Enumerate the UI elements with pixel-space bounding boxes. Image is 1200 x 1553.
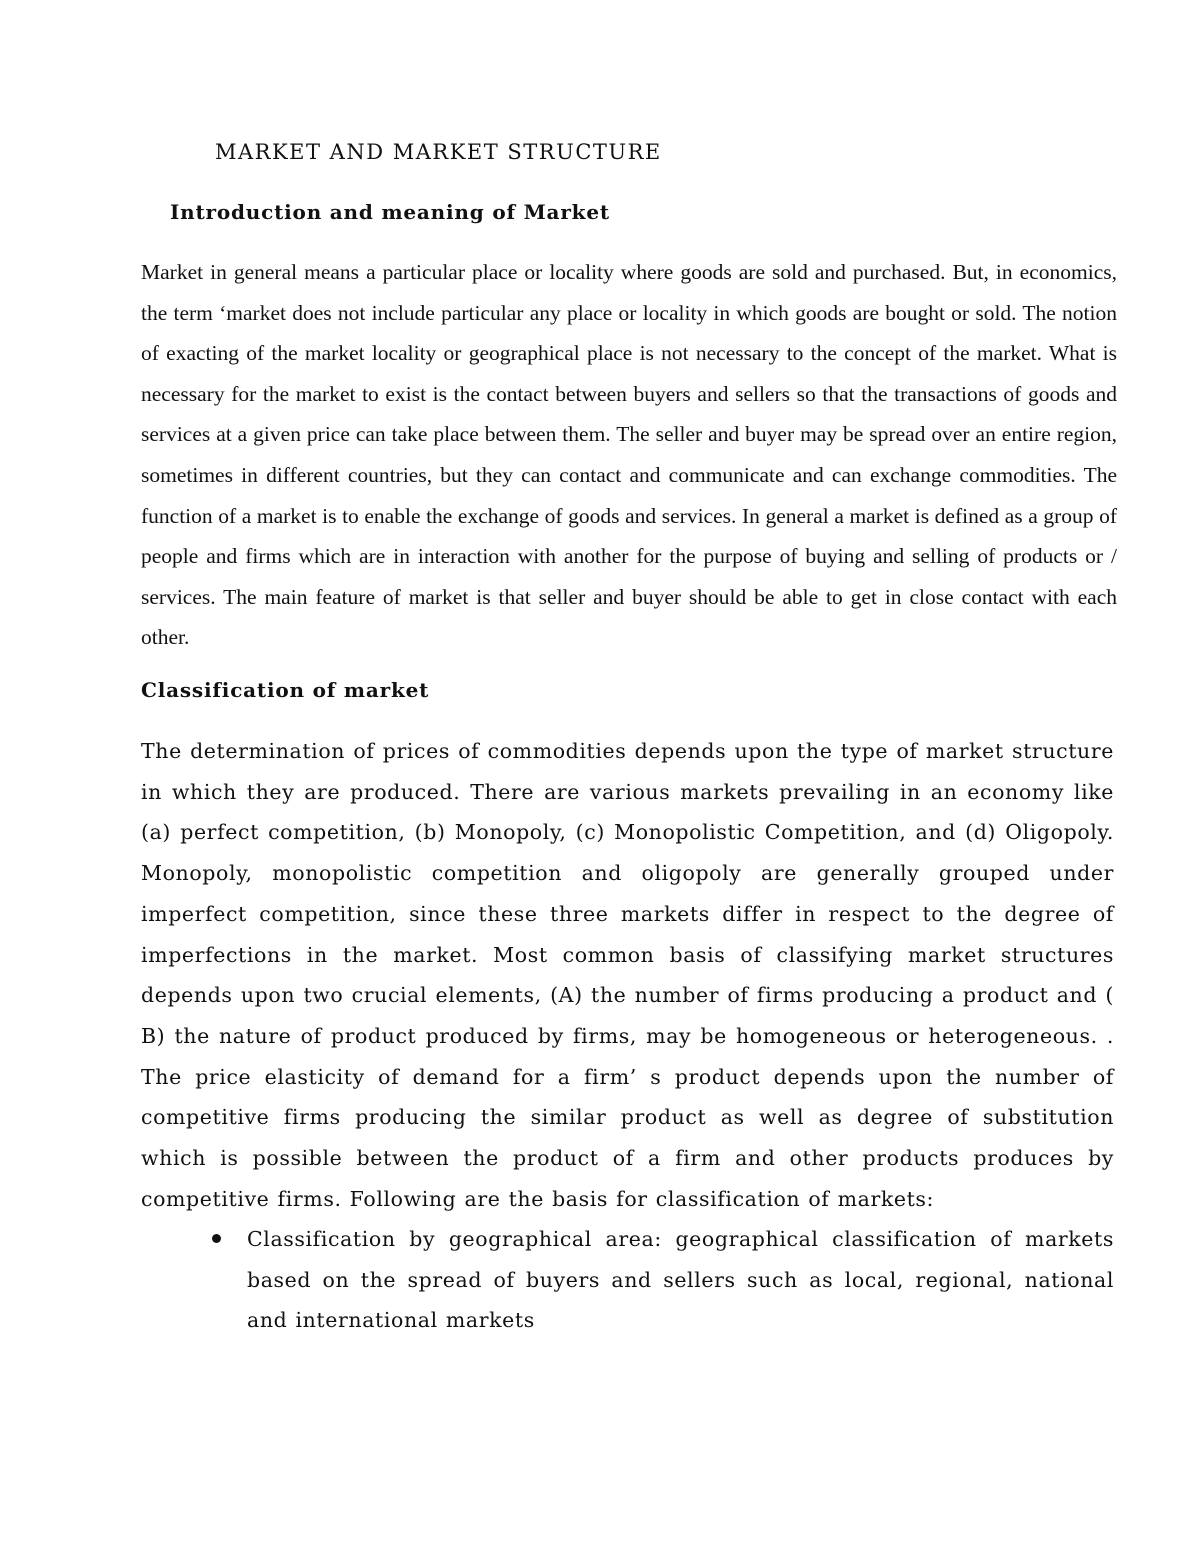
classification-paragraph: The determination of prices of commodities depends upon the type of market structure in which they are produced. There are various markets prevailing in an economy like (a) perfect competition, (b) Monopoly, (c) Monopolistic Competition, and (d) Oligopoly. Monopoly, monopolistic competition and oligopoly are generally grouped under imperfect competition, since these three markets differ in respect to the degree of imperfections in the market. Most common basis of classifying market structures depends upon two crucial elements, (A) the number of firms producing a product and ( B) the nature of product produced by firms, may be homogeneous or heterogeneous. . The price elasticity of demand for a firm’ s product depends upon the number of competitive firms producing the similar product as well as degree of substitution which is possible between the product of a firm and other products produces by competitive firms. Following are the basis for classification of markets: (141, 739, 1114, 1211)
section-heading-classification: Classification of market (141, 678, 430, 702)
document-title: MARKET AND MARKET STRUCTURE (215, 140, 662, 164)
introduction-paragraph: Market in general means a particular place or locality where goods are sold and purchased. But, in economics, the term ‘market does not include particular any place or locality in which goods are bought or sold. The notion of exacting of the market locality or geographical place is not necessary to the concept of the market. What is necessary for the market to exist is the contact between buyers and sellers so that the transactions of goods and services at a given price can take place between them. The seller and buyer may be spread over an entire region, sometimes in different countries, but they can contact and communicate and can exchange commodities. The function of a market is to enable the exchange of goods and services. In general a market is defined as a group of people and firms which are in interaction with another for the purpose of buying and selling of products or / services. The main feature of market is that seller and buyer should be able to get in close contact with each other. (141, 260, 1117, 650)
section-heading-introduction: Introduction and meaning of Market (170, 200, 610, 224)
classification-bullet-list (210, 1219, 1114, 1341)
bullet-text: Classification by geographical area: geographical classification of markets based on the spread of buyers and sellers such as local, regional, national and international markets (247, 1227, 1114, 1333)
bullet-icon (212, 1234, 221, 1243)
list-item (210, 1219, 1114, 1341)
